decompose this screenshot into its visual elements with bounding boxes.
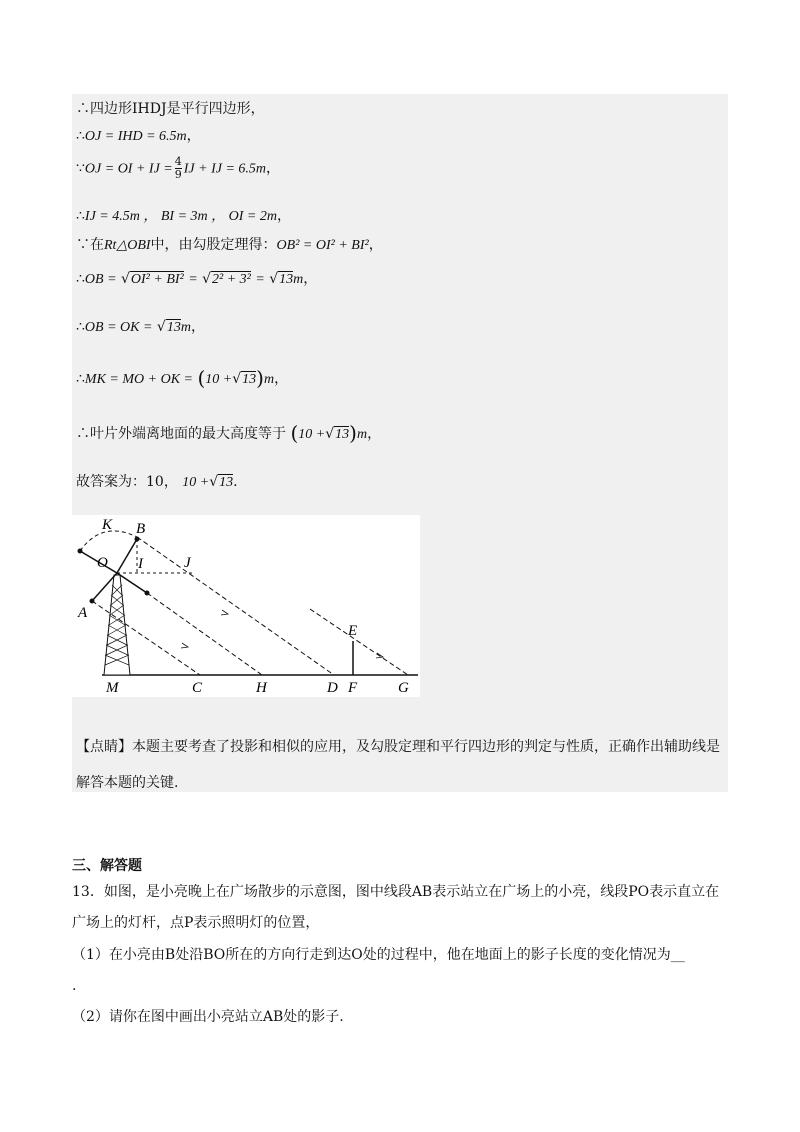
solution-line-5: ∵在Rt△OBI中，由勾股定理得：OB² = OI² + BI²， [76,237,383,253]
solution-line-10: 故答案为：10， 10 +√13. [76,474,238,490]
label-K: K [102,517,113,533]
solution-line-2: ∴OJ = IHD = 6.5m， [76,128,201,144]
label-F: F [348,680,358,696]
label-B: B [136,521,146,537]
label-H: H [256,680,267,696]
solution-line-6: ∴OB = √OI² + BI² = √2² + 3² = √13m， [76,271,318,287]
question-13-blank-end: . [72,978,77,994]
label-I: I [138,556,143,572]
label-D: D [327,680,338,696]
question-13-part-2: （2）请你在图中画出小亮站立AB处的影子. [72,1009,344,1025]
comment-line-2: 解答本题的关键. [76,775,179,791]
question-13-line-2: 广场上的灯杆，点P表示照明灯的位置， [72,915,320,931]
geometry-figure [72,515,420,697]
label-O: O [97,555,108,571]
label-J: J [184,555,191,571]
solution-line-1: ∴四边形IHDJ是平行四边形， [76,101,265,117]
fraction-4-9: $\frac{4}{9}$ [174,155,182,181]
comment-line-1: 【点睛】本题主要考查了投影和相似的应用，及勾股定理和平行四边形的判定与性质，正确作出辅助线是 [76,739,720,755]
solution-line-7: ∴OB = OK = √13m， [76,319,205,335]
label-E: E [348,623,358,639]
label-C: C [192,680,203,696]
tower [104,575,130,675]
section-title: 三、解答题 [72,858,142,874]
question-13-part-1: （1）在小亮由B处沿BO所在的方向行走到达O处的过程中，他在地面上的影子长度的变化情况为__ [72,947,685,963]
solution-line-8: ∴MK = MO + OK = (10 +√13)m， [76,366,289,390]
label-G: G [398,680,409,696]
label-A: A [78,605,88,621]
question-13-line-1: 13．如图，是小亮晚上在广场散步的示意图，图中线段AB表示站立在广场上的小亮，线段PO表示直立在 [72,884,720,900]
solution-line-9: ∴叶片外端离地面的最大高度等于 (10 +√13)m， [76,421,382,445]
label-M: M [106,680,119,696]
solution-line-4: ∴IJ = 4.5m ， BI = 3m ， OI = 2m， [76,208,291,224]
solution-line-3: ∵OJ = OI + IJ = $\frac{4}{9}$ IJ + IJ = 6.5m， [76,155,281,181]
